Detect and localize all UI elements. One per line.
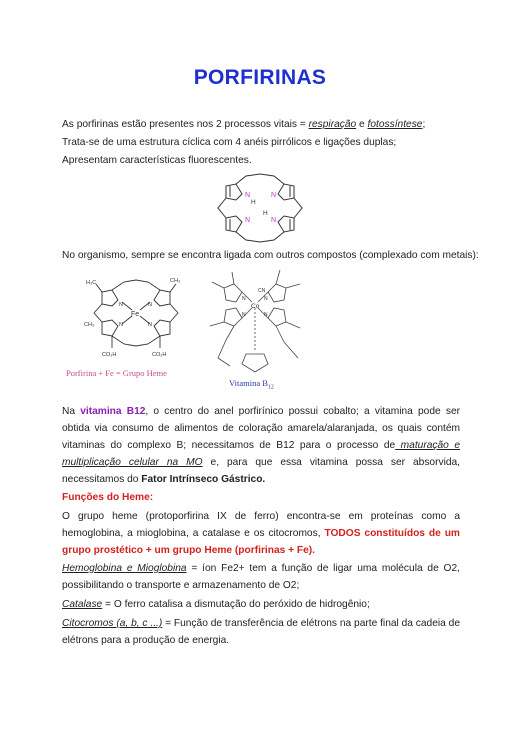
citocromos-term: Citocromos (a, b, c ...)	[62, 618, 163, 629]
b12-text-1: Na	[62, 406, 81, 417]
b12-caption	[229, 378, 274, 391]
b12-caption-sub: 12	[267, 384, 274, 391]
heme-label-n1: N	[119, 302, 123, 308]
heme-text: O grupo heme (protoporfirina IX de ferro) encontra-se em proteínas como a hemoglobina, a mioglobina, a catalase e os citocromos,	[62, 511, 460, 539]
heme-label-co2h-b: CO₂H	[152, 352, 167, 358]
b12-structure-figure	[202, 262, 314, 378]
respiracao-term: respiração	[308, 119, 357, 130]
porphyrin-atom-n1: N	[245, 192, 251, 199]
heme-label-ch3-a: CH₃	[170, 278, 181, 284]
heme-structure-figure	[84, 272, 188, 360]
catalase-item	[62, 598, 460, 612]
heme-label-co2h-a: CO₂H	[102, 352, 117, 358]
porphyrin-atom-n4: N	[271, 217, 277, 224]
organism-line: No organismo, sempre se encontra ligada com outros compostos (complexado com metais):	[62, 250, 479, 261]
b12-text-2: , o centro do anel porfirínico possui cobalto; a vitamina pode ser obtida via consumo de alimentos de coloração amarela/alaranjada, os quais contém vitaminas do complexo B; necessitamos de B12 para o processo de	[62, 406, 460, 451]
b12-paragraph	[62, 403, 460, 488]
heme-label-n4: N	[148, 322, 152, 328]
heme-label-fe: Fe	[131, 311, 140, 318]
maturacao-term: maturação e multiplicação celular na MO	[62, 440, 460, 468]
fotossintese-term: fotossíntese	[367, 119, 423, 130]
heme-label-n2: N	[148, 302, 152, 308]
functions-heading: Funções do Heme:	[62, 492, 154, 503]
hemoglobina-item	[62, 560, 460, 594]
intro-text: As porfirinas estão presentes nos 2 processos vitais =	[62, 119, 309, 130]
vitamina-b12-term: vitamina B12	[80, 406, 146, 417]
heme-label-ch3-b: CH₃	[84, 322, 95, 328]
porphyrin-atom-n3: N	[245, 217, 251, 224]
b12-label-cn: CN	[258, 288, 266, 294]
heme-label-h3c: H₃C	[86, 280, 97, 286]
b12-label-n3: N	[242, 312, 246, 318]
b12-label-n1: N	[242, 296, 246, 302]
catalase-term: Catalase	[62, 599, 103, 610]
intro-connector: e	[356, 119, 368, 130]
porphyrin-atom-n2: N	[271, 192, 277, 199]
heme-caption: Porfirina + Fe = Grupo Heme	[66, 368, 167, 378]
intro-line-1	[62, 118, 460, 132]
porphyrin-atom-h2: H	[263, 210, 268, 217]
heme-paragraph	[62, 508, 460, 559]
heme-emphasis: TODOS constituídos de um grupo prostético + um grupo Heme (porfirinas + Fe).	[62, 528, 460, 556]
b12-label-n4: N	[264, 312, 268, 318]
citocromos-item	[62, 615, 460, 649]
intro-line-3: Apresentam características fluorescentes.	[62, 155, 252, 166]
porphyrin-atom-h1: H	[251, 199, 256, 206]
fator-intrinseco-term: Fator Intrínseco Gástrico.	[141, 474, 266, 485]
hemoglobina-desc: = íon Fe2+ tem a função de ligar uma molécula de O2, possibilitando o transporte e armazenamento de O2;	[62, 563, 460, 591]
citocromos-desc: = Função de transferência de elétrons na parte final da cadeia de elétrons para a produção de energia.	[62, 618, 460, 646]
b12-label-n2: N	[264, 296, 268, 302]
b12-text-3: e, para que essa vitamina possa ser absorvida, necessitamos do	[62, 457, 460, 485]
b12-caption-main: Vitamina B	[229, 378, 268, 388]
b12-label-co: Co	[251, 303, 260, 310]
heme-label-n3: N	[119, 322, 123, 328]
hemoglobina-term: Hemoglobina e Mioglobina	[62, 563, 187, 574]
intro-end: ;	[422, 119, 426, 130]
porphyrin-structure-figure	[200, 170, 320, 246]
intro-line-2: Trata-se de uma estrutura cíclica com 4 anéis pirrólicos e ligações duplas;	[62, 137, 397, 148]
catalase-desc: = O ferro catalisa a dismutação do peróxido de hidrogênio;	[102, 599, 370, 610]
page-title: PORFIRINAS	[193, 66, 327, 89]
